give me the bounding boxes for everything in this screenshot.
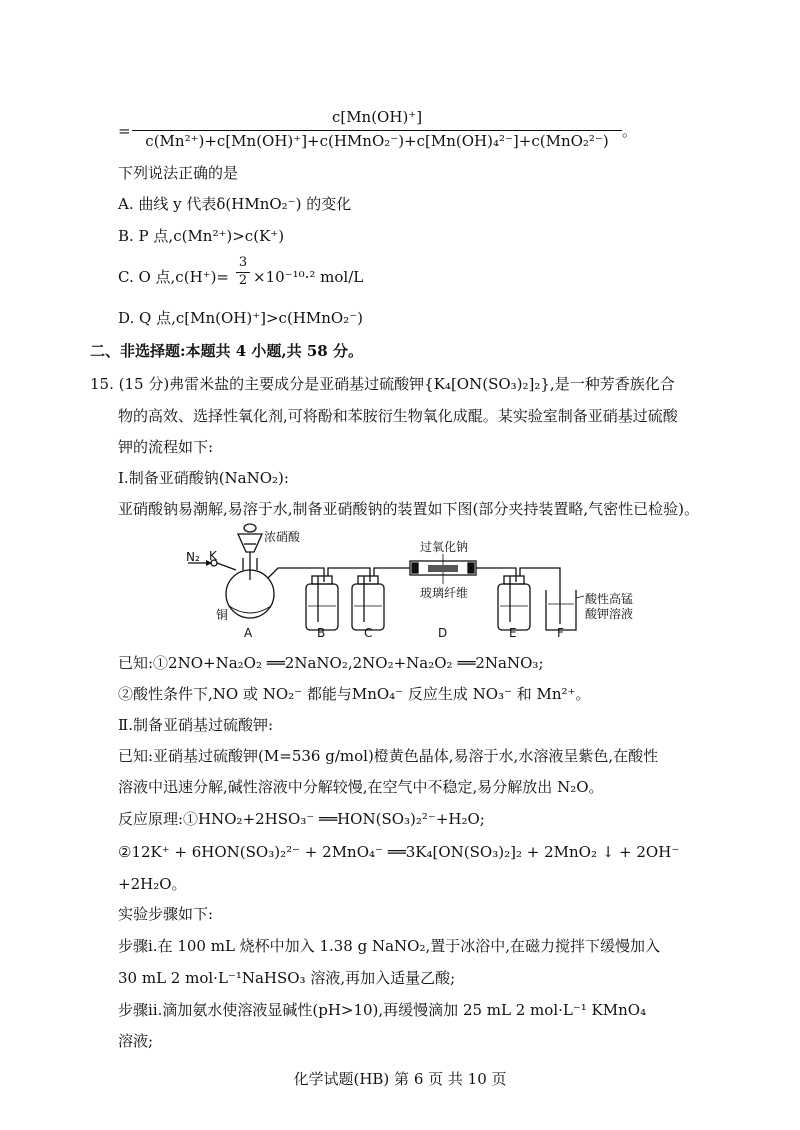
label-k: K <box>209 549 217 563</box>
label-a: A <box>244 626 253 640</box>
fraction-suffix: 。 <box>622 122 638 140</box>
option-d: D. Q 点,c[Mn(OH)⁺]>c(HMnO₂⁻) <box>118 309 363 327</box>
page-footer: 化学试题(HB) 第 6 页 共 10 页 <box>293 1070 507 1088</box>
tube-d-na2o2 <box>428 565 458 572</box>
known-1: 已知:①2NO+Na₂O₂ ══2NaNO₂,2NO₂+Na₂O₂ ══2NaNO₃; <box>118 654 544 672</box>
option-c-post: ×10⁻¹⁰·² mol/L <box>253 268 364 286</box>
fraction-denominator: c(Mn²⁺)+c[Mn(OH)⁺]+c(HMnO₂⁻)+c[Mn(OH)₄²⁻]+c(MnO₂²⁻) <box>145 132 609 150</box>
option-c-denominator: 2 <box>238 273 248 288</box>
inlet-tube <box>217 563 236 570</box>
q15-line2: 物的高效、选择性氧化剂,可将酚和苯胺衍生物氧化成醌。某实验室制备亚硝基过硫酸 <box>118 407 678 425</box>
part1-title: Ⅰ.制备亚硝酸钠(NaNO₂): <box>118 469 289 487</box>
fraction-numerator: c[Mn(OH)⁺] <box>331 108 423 126</box>
bottle-e <box>498 584 530 630</box>
q15-line3: 钾的流程如下: <box>118 438 214 456</box>
principle-3: +2H₂O。 <box>118 875 187 893</box>
funnel-stopper <box>244 524 256 532</box>
tube-d-stopper-right <box>468 563 474 573</box>
option-b: B. P 点,c(Mn²⁺)>c(K⁺) <box>118 227 285 245</box>
step-2a: 步骤ⅱ.滴加氨水使溶液显碱性(pH>10),再缓慢滴加 25 mL 2 mol·L⁻¹ KMnO₄ <box>118 1001 647 1019</box>
part1-desc: 亚硝酸钠易潮解,易溶于水,制备亚硝酸钠的装置如下图(部分夹持装置略,气密性已检验)。 <box>118 500 700 518</box>
dropping-funnel <box>238 534 262 552</box>
label-na2o2: 过氧化钠 <box>420 540 469 554</box>
part2-known-1: 已知:亚硝基过硫酸钾(M=536 g/mol)橙黄色晶体,易溶于水,水溶液呈紫色,在酸性 <box>118 747 659 765</box>
label-c: C <box>364 626 373 640</box>
known-2: ②酸性条件下,NO 或 NO₂⁻ 都能与MnO₄⁻ 反应生成 NO₃⁻ 和 Mn²⁺。 <box>118 685 591 703</box>
question-prompt: 下列说法正确的是 <box>118 164 239 182</box>
bottle-b-cap <box>312 576 332 584</box>
option-a: A. 曲线 y 代表δ(HMnO₂⁻) 的变化 <box>118 195 352 213</box>
label-kmno4-1: 酸性高锰 <box>585 592 634 606</box>
bottle-e-cap <box>504 576 524 584</box>
label-b: B <box>317 626 326 640</box>
steps-title: 实验步骤如下: <box>118 905 214 923</box>
tube-c-d <box>374 568 410 576</box>
label-n2: N₂ <box>186 550 200 564</box>
flask-a-copper <box>229 606 271 613</box>
label-glass-fiber: 玻璃纤维 <box>420 586 469 600</box>
section-heading: 二、非选择题:本题共 4 小题,共 58 分。 <box>90 342 363 360</box>
principle-1: 反应原理:①HNO₂+2HSO₃⁻ ══HON(SO₃)₂²⁻+H₂O; <box>118 810 485 828</box>
bottle-c-cap <box>358 576 378 584</box>
principle-2: ②12K⁺ + 6HON(SO₃)₂²⁻ + 2MnO₄⁻ ══3K₄[ON(SO₃)₂]₂ + 2MnO₂ ↓ + 2OH⁻ <box>118 843 680 861</box>
label-d: D <box>438 626 448 640</box>
label-f: F <box>557 626 564 640</box>
bottle-c <box>352 584 384 630</box>
label-conc-hno3: 浓硝酸 <box>264 530 301 544</box>
tube-e-f <box>520 568 560 624</box>
step-1a: 步骤ⅰ.在 100 mL 烧杯中加入 1.38 g NaNO₂,置于冰浴中,在磁力搅拌下缓慢加入 <box>118 937 661 955</box>
tube-d-stopper-left <box>412 563 418 573</box>
part2-title: Ⅱ.制备亚硝基过硫酸钾: <box>118 716 274 734</box>
label-e: E <box>509 626 517 640</box>
beaker-f <box>546 590 576 630</box>
fraction-prefix: = <box>118 122 131 140</box>
label-cu: 铜 <box>216 608 229 622</box>
apparatus-diagram <box>0 518 800 648</box>
q15-line1: 15. (15 分)弗雷米盐的主要成分是亚硝基过硫酸钾{K₄[ON(SO₃)₂]₂},是一种芳香族化合 <box>90 375 675 393</box>
leader-kmno4 <box>576 596 584 598</box>
label-kmno4-2: 酸钾溶液 <box>585 607 634 621</box>
part2-known-2: 溶液中迅速分解,碱性溶液中分解较慢,在空气中不稳定,易分解放出 N₂O。 <box>118 778 604 796</box>
option-c-numerator: 3 <box>238 255 248 270</box>
bottle-b <box>306 584 338 630</box>
option-c-pre: C. O 点,c(H⁺)= <box>118 268 229 286</box>
fraction-bar <box>132 130 622 131</box>
step-1b: 30 mL 2 mol·L⁻¹NaHSO₃ 溶液,再加入适量乙酸; <box>118 969 456 987</box>
step-2b: 溶液; <box>118 1032 154 1050</box>
tube-a-b <box>268 568 324 582</box>
